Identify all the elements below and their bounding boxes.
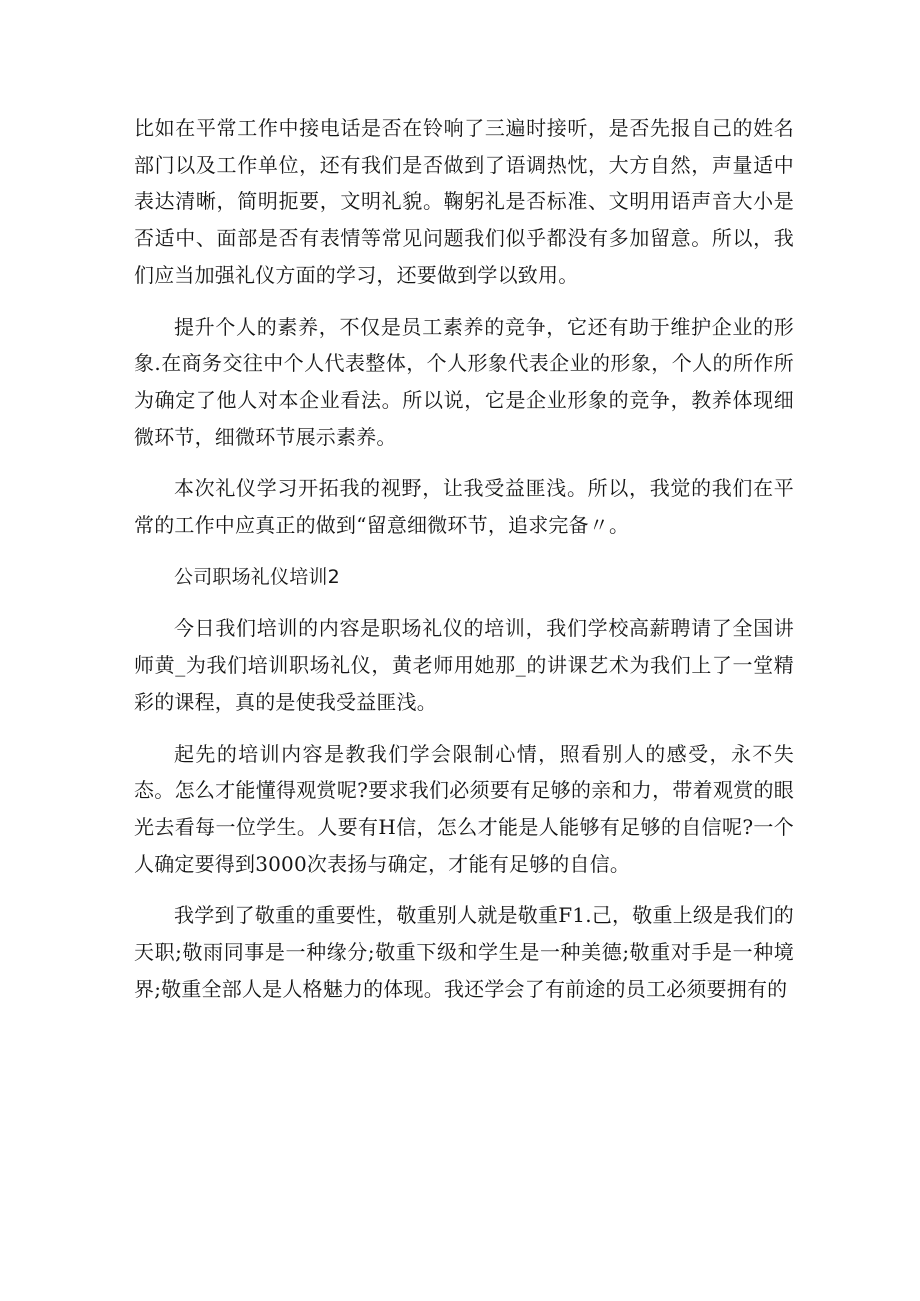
- paragraph-personal-quality: 提升个人的素养，不仅是员工素养的竞争，它还有助于维护企业的形象.在商务交往中个人代表整体，个人形象代表企业的形象，个人的所作所为确定了他人对本企业看法。所以说，它是企业形象的竞争，教养体现细微环节，细微环节展示素养。: [134, 314, 794, 449]
- paragraph-phone-etiquette: 比如在平常工作中接电话是否在铃响了三遍时接听，是否先报自己的姓名部门以及工作单位，还有我们是否做到了语调热忱，大方自然，声量适中表达清晰，简明扼要，文明礼貌。鞠躬礼是否标准、文明用语声音大小是否适中、面部是否有表情等常见问题我们似乎都没有多加留意。所以，我们应当加强礼仪方面的学习，还要做到学以致用。: [134, 116, 794, 287]
- paragraph-training-intro: 今日我们培训的内容是职场礼仪的培训，我们学校高薪聘请了全国讲师黄_为我们培训职场礼仪，黄老师用她那_的讲课艺术为我们上了一堂精彩的课程，真的是使我受益匪浅。: [134, 616, 794, 714]
- document-body: [134, 110, 794, 1022]
- paragraph-emotion-control: 起先的培训内容是教我们学会限制心情，照看别人的感受，永不失态。怎么才能懂得观赏呢?要求我们必须要有足够的亲和力，带着观赏的眼光去看每一位学生。人要有H信，怎么才能是人能够有足够的自信呢?一个人确定要得到3000次表扬与确定，才能有足够的自信。: [134, 741, 794, 876]
- paragraph-study-summary: 本次礼仪学习开拓我的视野，让我受益匪浅。所以，我觉的我们在平常的工作中应真正的做到“留意细微环节，追求完备〃。: [134, 476, 794, 538]
- paragraph-respect: 我学到了敬重的重要性，敬重别人就是敬重F1.己，敬重上级是我们的天职;敬雨同事是一种缘分;敬重下级和学生是一种美德;敬重对手是一种境界;敬重全部人是人格魅力的体现。我还学会了有前途的员工必须要拥有的: [134, 903, 794, 1001]
- section-heading: 公司职场礼仪培训2: [174, 565, 340, 588]
